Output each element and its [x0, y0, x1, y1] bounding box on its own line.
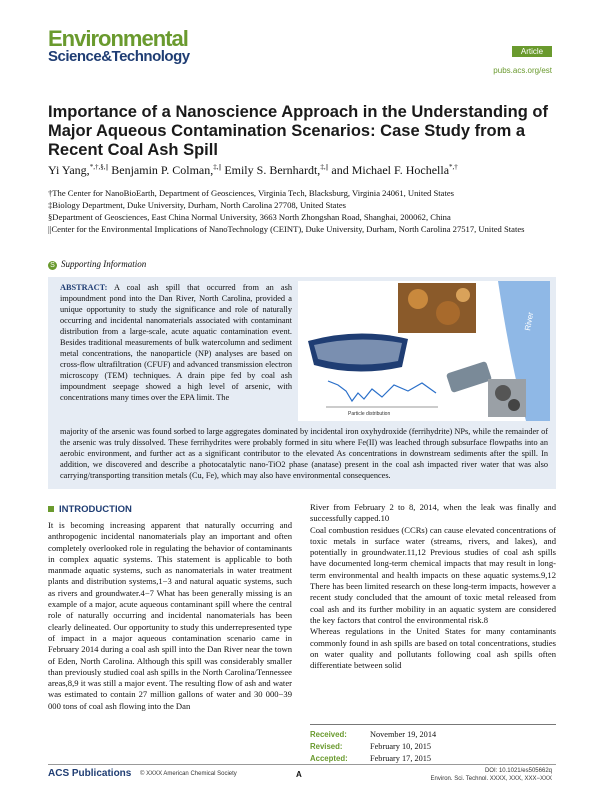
page-number: A — [296, 770, 302, 779]
abstract-text-part2: majority of the arsenic was found sorbed to large aggregates dominated by incidental iron oxyhydroxide (ferrihydrite) NPs, while the remainder of the arsenic was truly dissolved. These ferrihydrites were probably formed in situ where Fe(II) was leached through subsurface flowpaths into an aerobic environment, and further act as a significant contributor to the elevated As concentrations in downstream sediments after the spill. In addition, we discovered and describe a photocatalytic nano-TiO2 phase (anatase) present in the coal ash impacted river water that was also carrying/transporting transition metals (Cu, Fe), which may also have environmental consequences. — [60, 427, 548, 480]
affiliation: †The Center for NanoBioEarth, Department of Geosciences, Virginia Tech, Blacksburg, Virginia 24061, United States — [48, 188, 454, 198]
curve-label: Particle distribution — [348, 411, 391, 417]
affiliations — [48, 187, 558, 235]
abstract-label: ABSTRACT: — [60, 283, 108, 292]
date-row — [310, 741, 556, 753]
abstract-text-part1 — [60, 282, 292, 403]
acs-publications-logo: ACS Publications — [48, 768, 132, 779]
author-marks: ‡,|| — [213, 163, 222, 171]
author-marks: *,† — [449, 163, 458, 171]
journal-logo-line1: Environmental — [48, 26, 188, 51]
paper-title: Importance of a Nanoscience Approach in the Understanding of Major Aqueous Contamination Scenarios: Case Study from a Recent Coal Ash Spill — [48, 103, 548, 159]
author-marks: *,†,§,|| — [89, 163, 109, 171]
date-value: November 19, 2014 — [370, 730, 437, 739]
introduction-heading — [48, 504, 132, 515]
date-row — [310, 729, 556, 741]
introduction-right-column: River from February 2 to 8, 2014, when the leak was finally and successfully capped.10 Coal combustion residues (CCRs) can cause elevated concentrations of toxic metals in surface water (streams, rivers, and lakes), and potentially in groundwater.11,12 Previous studies of coal ash spills have documented long-term chemical impacts that may result in long-term environmental and health impacts on these aquatic systems.9,12 There has been limited research on these long-term impacts, however a recent study concluded that the amount of toxic metal released from coal ash and its further mobility in an aquatic system are considered the key factors that control the environmental risk.8 Whereas regulations in the United States for many contaminants commonly found in ash spills are based on total concentrations, studies on water quality and pollutants following coal ash spills often differentiate between solid — [310, 502, 556, 671]
author-marks: ‡,|| — [320, 163, 329, 171]
author[interactable]: Emily S. Bernhardt, — [224, 163, 321, 177]
journal-url[interactable]: pubs.acs.org/est — [493, 66, 552, 75]
date-label: Received: — [310, 730, 347, 739]
affiliation: ||Center for the Environmental Implications of NanoTechnology (CEINT), Duke University, Durham, North Carolina 27517, United States — [48, 224, 525, 234]
date-value: February 10, 2015 — [370, 742, 432, 751]
copyright: © XXXX American Chemical Society — [140, 771, 237, 777]
supporting-info-link[interactable] — [48, 259, 146, 270]
doi-block — [431, 767, 552, 783]
journal-logo — [48, 26, 208, 65]
supporting-info-label: Supporting Information — [61, 259, 147, 269]
river-label: River — [523, 311, 536, 332]
publication-dates — [310, 724, 556, 765]
supporting-info-icon: S — [48, 261, 57, 270]
article-badge: Article — [512, 46, 552, 57]
affiliation: ‡Biology Department, Duke University, Durham, North Carolina 27708, United States — [48, 200, 347, 210]
toc-graphic-svg — [298, 281, 550, 421]
author[interactable]: Yi Yang, — [48, 163, 90, 177]
abstract-body-1: A coal ash spill that occurred from an ash impoundment pond into the Dan River, North Carolina, provided a unique opportunity to study the significance and role of naturally occurring and incidental nanomaterials associated with contaminant distribution from a large-scale, acute aquatic contamination event. Besides traditional measurements of bulk watercolumn and sediment metal concentrations, the nanoparticle (NP) analyses are based on cross-flow ultrafiltration (CFUF) and advanced transmission electron microscopy (TEM) techniques. A drain pipe fed by coal ash impoundment seepage showed a high level of arsenic, with concentrations many times over the EPA limit. The — [60, 283, 292, 402]
toc-graphic — [298, 281, 550, 421]
author[interactable]: and Michael F. Hochella — [331, 163, 450, 177]
author-list — [48, 163, 568, 178]
date-label: Revised: — [310, 742, 343, 751]
journal-logo-line2: Science&Technology — [48, 48, 190, 65]
date-label: Accepted: — [310, 754, 348, 763]
author[interactable]: Benjamin P. Colman, — [111, 163, 214, 177]
date-value: February 17, 2015 — [370, 754, 432, 763]
citation: Environ. Sci. Technol. XXXX, XXX, XXX−XXX — [430, 776, 552, 782]
section-marker-icon — [48, 506, 54, 512]
doi[interactable]: DOI: 10.1021/es505662q — [484, 768, 552, 774]
introduction-heading-text: INTRODUCTION — [59, 504, 132, 515]
affiliation: §Department of Geosciences, East China Normal University, 3663 North Zhongshan Road, Shanghai, 200062, China — [48, 212, 451, 222]
introduction-left-column: It is becoming increasing apparent that naturally occurring and anthropogenic incidental nanomaterials play an important and often completely overlooked role in regulating the behavior of contaminants in complex aquatic systems. This statement is applicable to both manmade aquatic systems, such as nanomaterials in water treatment plants and distribution systems,1−3 and natural aquatic systems, such as rivers and groundwater.4−7 What has been generally missing is an example of a major, acute aqueous contaminant spill where the central role of naturally occurring and incidental nanomaterials has been clearly delineated. Our opportunity to study this underrepresented type of impact in a major aqueous contamination scenario came in February 2014 during a coal ash spill into the Dan River near the town of Eden, North Carolina. Although this spill was considerably smaller than previously studied coal ash spills in the North Carolina/Tennessee areas,8,9 it was still a major event. The resulting flow of ash and water was estimated to contain 27 million gallons of water and 30 000−39 000 tons of coal ash flowing into the Dan — [48, 520, 292, 711]
